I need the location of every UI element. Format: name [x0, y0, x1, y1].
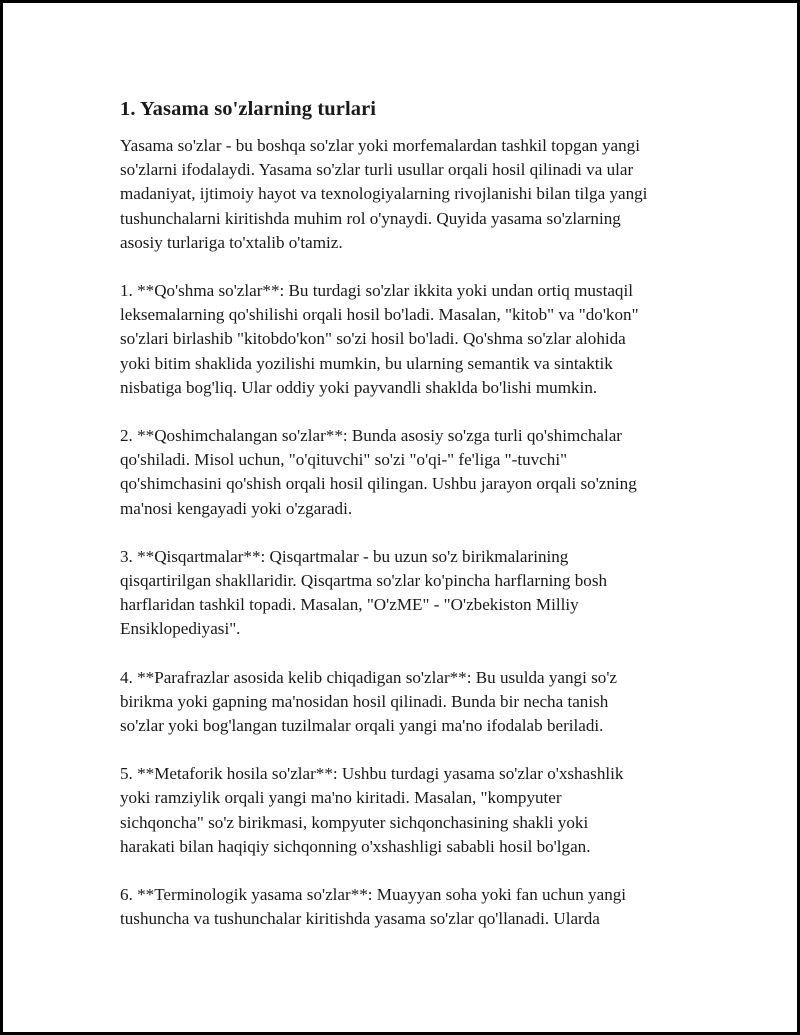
- paragraph-abbreviations: 3. **Qisqartmalar**: Qisqartmalar - bu uzun so'z birikmalarining qisqartirilgan shakllaridir. Qisqartma so'zlar ko'pincha harflarning bosh harflaridan tashkil topadi. Masalan, "O'zME" - "O'zbekiston Milliy Ensiklopediyasi".: [120, 546, 608, 639]
- paragraph-metaphoric-words: 5. **Metaforik hosila so'zlar**: Ushbu turdagi yasama so'zlar o'xshashlik yoki ramziylik orqali yangi ma'no kiritadi. Masalan, "kompyuter sichqoncha" so'z birikmasi, kompyuter sichqonchasining shakli yoki harakati bilan haqiqiy sichqonning o'xshashligi sababli hosil bo'lgan.: [120, 764, 624, 856]
- paragraph-paraphrase-words: 4. **Parafrazlar asosida kelib chiqadigan so'zlar**: Bu usulda yangi so'z birikma yoki gapning ma'nosidan hosil qilinadi. Bunda bir necha tanish so'zlar yoki bog'langan tuzilmalar orqali yangi ma'no ifodalab beriladi.: [120, 667, 617, 736]
- intro-paragraph: Yasama so'zlar - bu boshqa so'zlar yoki morfemalardan tashkil topgan yangi so'zlarni ifodalaydi. Yasama so'zlar turli usullar orqali hosil qilinadi va ular madaniyat, ijtimoiy hayot va texnologiyalarning rivojlanishi bilan tilga yangi tushunchalarni kiritishda muhim rol o'ynaydi. Quyida yasama so'zlarning asosiy turlariga to'xtalib o'tamiz.: [120, 136, 648, 252]
- section-heading: 1. Yasama so'zlarning turlari: [120, 98, 377, 120]
- paragraph-suffixed-words: 2. **Qoshimchalangan so'zlar**: Bunda asosiy so'zga turli qo'shimchalar qo'shiladi. Misol uchun, "o'qituvchi" so'zi "o'qi-" fe'liga "-tuvchi" qo'shimchasini qo'shish orqali hosil qilingan. Ushbu jarayon orqali so'zning ma'nosi kengayadi yoki o'zgaradi.: [120, 426, 637, 518]
- paragraph-compound-words: 1. **Qo'shma so'zlar**: Bu turdagi so'zlar ikkita yoki undan ortiq mustaqil leksemalarning qo'shilishi orqali hosil bo'ladi. Masalan, "kitob" va "do'kon" so'zlari birlashib "kitobdo'kon" so'zi hosil bo'ladi. Qo'shma so'zlar alohida yoki bitim shaklida yozilishi mumkin, bu ularning semantik va sintaktik nisbatiga bog'liq. Ular oddiy yoki payvandli shaklda bo'lishi mumkin.: [120, 281, 639, 397]
- paragraph-terminological-words: 6. **Terminologik yasama so'zlar**: Muayyan soha yoki fan uchun yangi tushuncha va tushunchalar kiritishda yasama so'zlar qo'llanadi. Ularda: [120, 885, 627, 929]
- document-body: [120, 96, 700, 955]
